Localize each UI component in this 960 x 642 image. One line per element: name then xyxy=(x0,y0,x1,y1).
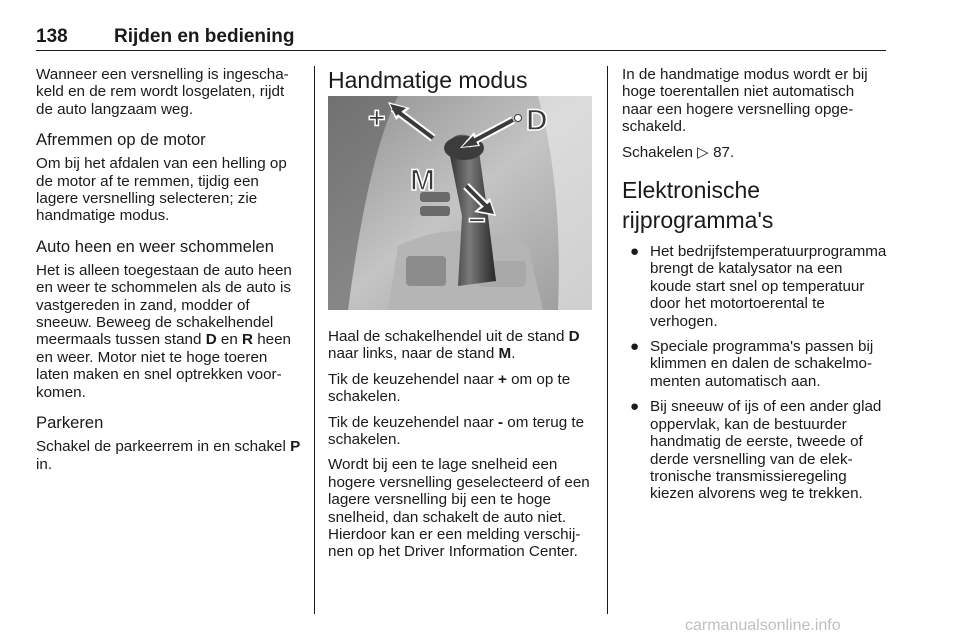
paragraph-hoge-toerentallen: In de handmatige modus wordt er bij hoge toerentallen niet automatisch naar een hogere versnelling opgeschakeld. xyxy=(622,66,868,136)
bullet-icon: ● xyxy=(630,398,640,416)
figure-label-plus: + xyxy=(368,102,386,135)
gear-d: D xyxy=(205,331,217,349)
column-right xyxy=(622,66,888,511)
column-divider-left xyxy=(314,66,315,614)
page-reference-icon: ▷ xyxy=(697,143,709,161)
gear-selector-figure xyxy=(328,96,592,310)
paragraph-parkeren: Schakel de parkeerrem in en schakel P in. xyxy=(36,438,301,473)
list-item: ● Speciale programma's passen bij klimmen en dalen de schakelmomenten automatisch aan. xyxy=(630,338,874,390)
list-item: ● Bij sneeuw of ijs of een ander glad oppervlak, kan de bestuurder handmatig de eerste, tweede of derde versnelling van de elektronische transmissieregeling kiezen alvorens weg te trekken. xyxy=(630,398,882,503)
heading-handmatige-modus: Handmatige modus xyxy=(328,67,528,93)
heading-rijprogrammas: Elektronische rijprogramma's xyxy=(622,177,774,234)
bullet-icon: ● xyxy=(630,243,640,261)
page-header xyxy=(36,26,886,51)
paragraph-melding: Wordt bij een te lage snelheid een hogere versnelling geselecteerd of een lagere versnelling bij een te hoge snelheid, dan schakelt de auto niet. Hierdoor kan er een melding verschijnen op het Driver Information Center. xyxy=(328,456,590,561)
figure-label-minus: − xyxy=(468,204,486,237)
paragraph-afremmen: Om bij het afdalen van een helling op de motor af te remmen, tijdig een lagere versnelling selecteren; zie handmatige modus. xyxy=(36,155,287,225)
intro-paragraph: Wanneer een versnelling is ingeschakeld en de rem wordt losgelaten, rijdt de auto langzaam weg. xyxy=(36,66,289,118)
cross-reference: Schakelen ▷ 87. xyxy=(622,143,735,161)
bullet-icon: ● xyxy=(630,338,640,356)
watermark: carmanualsonline.info xyxy=(685,617,841,634)
figure-label-m: M xyxy=(410,164,435,197)
figure-label-d: D xyxy=(526,104,548,137)
heading-schommelen: Auto heen en weer schommelen xyxy=(36,236,274,256)
gear-p: P xyxy=(290,438,301,456)
paragraph-opschakelen: Tik de keuzehendel naar + om op te schakelen. xyxy=(328,370,571,406)
program-list xyxy=(622,243,888,503)
heading-parkeren: Parkeren xyxy=(36,413,104,433)
chapter-title: Rijden en bediening xyxy=(114,26,295,47)
column-divider-right xyxy=(607,66,608,614)
column-middle xyxy=(328,66,590,569)
paragraph-terugschakelen: Tik de keuzehendel naar - om terug te schakelen. xyxy=(328,413,585,449)
paragraph-schommelen: Het is alleen toegestaan de auto heen en weer te schommelen als de auto is vastgereden in zand, modder of sneeuw. Beweeg de schakelhendel meermaals tussen stand D en R heen en weer. Motor niet te hoge toeren laten maken en snel optrekken voorkomen. xyxy=(36,261,292,401)
paragraph-stand-m: Haal de schakelhendel uit de stand D naar links, naar de stand M. xyxy=(328,328,580,363)
heading-afremmen: Afremmen op de motor xyxy=(36,130,206,150)
gear-r: R xyxy=(242,331,253,349)
column-left xyxy=(36,66,301,481)
list-item: ● Het bedrijfstemperatuurprogramma brengt de katalysator na een koude start snel op temperatuur door het motortoerental te verhogen. xyxy=(630,243,887,330)
page-number: 138 xyxy=(36,26,68,47)
